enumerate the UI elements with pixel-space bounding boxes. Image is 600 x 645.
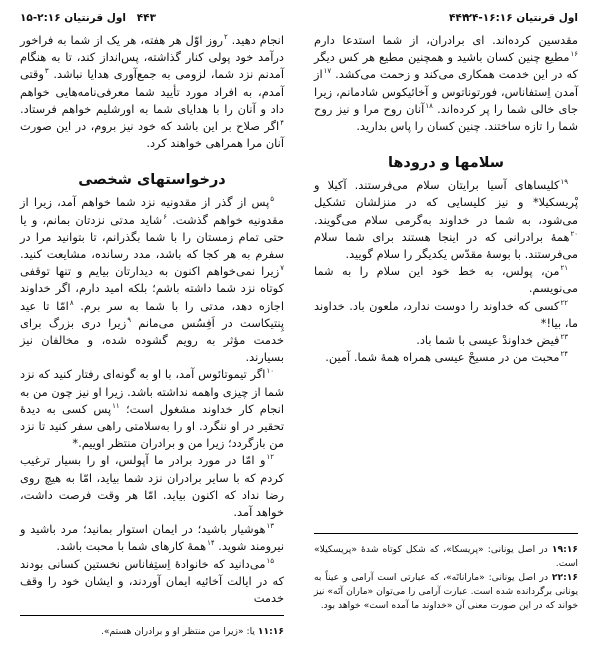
verse-number: ۳	[44, 67, 49, 76]
verse-text: همهٔ کارهای شما با محبت باشد.	[56, 539, 207, 554]
verse-text: شاید مدتی نزدتان بمانم، و یا حتی تمام زمستان را با شما بگذرانم، تا بتوانید مرا در سفرم به هر کجا که باشد، مدد رسانده، مشایعت کنید.	[20, 212, 284, 262]
footnote-reference-wrap	[258, 626, 284, 637]
verse-paragraph	[314, 332, 578, 349]
footnote	[314, 543, 578, 571]
verse-paragraph	[314, 177, 578, 263]
verse-text: زیرا دری بزرگ برای خدمت مؤثر به رویم گشوده شده، و مخالفان نیز بسیارند.	[20, 315, 284, 365]
verse-number: ۶	[163, 212, 167, 221]
verse-text: و امّا در مورد برادر ما آپولس، او را بسیار ترغیب کردم که با سایر برادران نزد شما بیاید، امّا به هیچ روی رضا نداد که اکنون بیاید. امّا هر وقت فرصت داشت، خواهد آمد.	[20, 453, 284, 520]
right-page-body	[314, 32, 578, 366]
verse-number: ۲	[223, 33, 228, 41]
verse-paragraph	[20, 366, 284, 452]
chapter-range: ۲۴-۱۶:۱۶	[465, 12, 513, 24]
verse-text: آنان روح مرا و نیز روح شما را تازه ساختند. چنین کسان را پاس بدارید.	[314, 101, 578, 134]
verse-number: ۱۴	[207, 539, 215, 548]
verse-text: همهٔ برادرانی که در اینجا هستند برای شما سلام می‌فرستند. با بوسهٔ مقدّس یکدیگر را سلام گویید.	[314, 229, 578, 262]
verse-number: ۲۲	[560, 298, 568, 307]
section-heading: درخواستهای شخصی	[78, 172, 226, 189]
verse-paragraph	[314, 263, 578, 297]
verse-text: پس از گذر از مقدونیه نزد شما خواهم آمد، زیرا از مقدونیه خواهم گذشت.	[20, 195, 285, 227]
section-heading: سلامها و درودها	[387, 155, 505, 172]
left-footnotes	[20, 625, 284, 639]
left-running-head	[20, 12, 126, 24]
verse-number: ۸	[69, 298, 74, 307]
verse-text: از آمدن اِستفاناس، فورتوناتوس و آخائیکوس شادمانم، زیرا جای خالی شما را پر کرده‌اند.	[314, 67, 578, 116]
verse-paragraph	[314, 298, 578, 332]
verse-text: فیض خداوندْ عیسی با شما باد.	[416, 333, 560, 348]
left-page-number: ۴۴۳	[136, 12, 156, 24]
verse-number: ۴	[280, 119, 284, 128]
verse-text: محبت من در مسیحْ عیسی همراه همهٔ شما. آمین.	[325, 350, 560, 365]
verse-text: پس کسی به دیدهٔ تحقیر در او ننگرد. او را به‌سلامتی راهی سفر کنید تا نزد من بازگردد؛ زیرا من و برادران منتظر اوییم.*	[20, 401, 284, 451]
verse-number: ۱۹	[560, 178, 568, 187]
verse-number: ۵	[270, 195, 274, 204]
verse-text: من، پولس، به خط خود این سلام را به شما می‌نویسم.	[314, 264, 578, 296]
footnote-text: در اصل یونانی: «ماراناتَه»، که عبارتی است آرامی و عیناً به یونانی برگردانده شده است. عبارت آرامی را می‌توان «ماران آتَه» نیز خواند که در این صورت معنی آن «خداوند ما آمده است» خواهد بود.	[314, 572, 578, 611]
verse-number: ۷	[280, 264, 284, 273]
verse-number: ۱۷	[323, 67, 332, 76]
verse-text: مقدسین کرده‌اند. ای برادران، از شما استدعا دارم	[314, 33, 578, 47]
left-page-header	[20, 12, 284, 28]
right-footnotes	[314, 543, 578, 613]
right-page-number: ۴۴۴	[449, 12, 469, 24]
book-name: اول قرنتیان	[516, 12, 578, 24]
verse-number: ۱۰	[266, 367, 274, 376]
verse-paragraph	[20, 452, 284, 521]
footnote	[20, 625, 284, 639]
verse-paragraph	[314, 349, 578, 366]
verse-number: ۹	[127, 315, 131, 324]
verse-text: اگر تیموتائوس آمد، با او به گونه‌ای رفتار کنید که نزد شما از چیزی واهمه نداشته باشد. زیرا او نیز چون من به انجام کار خداوند مشغول است؛	[20, 367, 284, 416]
left-page-body	[20, 32, 284, 607]
footnote-text: در اصل یونانی: «پریسکا»، که شکل کوتاه شدهٔ «پریسکیلا» است.	[314, 544, 578, 569]
verse-text: امّا تا عید پِنتیکاست در اَفِسُس می‌مانم	[20, 298, 284, 330]
verse-paragraph	[314, 32, 578, 135]
footnote-reference: ۲۲:۱۶	[551, 572, 579, 583]
verse-text: مطیع چنین کسان باشید و همچنین مطیع هر کس دیگر که در این خدمت همکاری می‌کند و زحمت می‌کشد.	[314, 50, 578, 82]
verse-number: ۱۳	[266, 522, 274, 531]
verse-number: ۱۵	[266, 556, 274, 565]
verse-number: ۱۸	[425, 101, 433, 110]
verse-text: کسی که خداوند را دوست ندارد، ملعون باد. خداوند ما، بیا!*	[314, 298, 578, 330]
verse-paragraph	[20, 556, 284, 608]
book-name: اول قرنتیان	[64, 12, 126, 24]
verse-text: روز اوّل هر هفته، هر یک از شما به فراخور درآمد خود پولی کنار گذاشته، پس‌انداز کند، تا به هنگام آمدنم نزد شما، لزومی به جمع‌آوری هدایا نباشد.	[20, 33, 284, 82]
verse-paragraph	[20, 194, 284, 366]
footnote	[314, 571, 578, 613]
verse-text: هوشیار باشید؛ در ایمان استوار بمانید؛ مرد باشید و نیرومند شوید.	[20, 522, 284, 554]
verse-text: انجام دهید.	[227, 33, 284, 47]
verse-number: ۱۲	[266, 453, 274, 462]
right-page-header	[314, 12, 578, 28]
verse-text: اگر صلاح بر این باشد که خود نیز بروم، در این صورت آنان مرا همراهی خواهند کرد.	[20, 119, 284, 151]
footnote-reference: ۱۱:۱۶	[257, 626, 284, 637]
verse-number: ۱۱	[112, 401, 120, 410]
footnote-reference: ۱۹:۱۶	[551, 544, 578, 555]
verse-text: می‌دانید که خانوادهٔ اِستِفاناس نخستین کسانی بودند که در ایالت آخائیه ایمان آوردند، و ایشان خود را وقف خدمت	[20, 556, 284, 606]
verse-text: کلیساهای آسیا برایتان سلام می‌فرستند. آکیلا و پْریسکیلا* و نیز کلیسایی که در منزلشان تشکیل می‌شود، به شما در خداوند به‌گرمی سلام می‌گویند.	[314, 178, 578, 227]
footnote-text: یا: «زیرا من منتظر او و برادران هستم».	[100, 626, 255, 637]
verse-paragraph	[20, 32, 284, 152]
right-running-head	[466, 12, 578, 24]
verse-text: زیرا نمی‌خواهم اکنون به دیدارتان بیایم و تنها توقفی کوتاه نزد شما داشته باشم؛ بلکه امید دارم، اگر خداوند اجازه دهد، مدتی را با شما به سر برم.	[20, 264, 284, 313]
footnote-reference-wrap	[552, 572, 578, 583]
chapter-range: ۱۵-۲:۱۶	[20, 12, 61, 24]
verse-number: ۲۰	[570, 229, 578, 238]
verse-number: ۲۴	[560, 350, 568, 359]
footnote-reference-wrap	[552, 544, 578, 555]
left-footnote-rule	[20, 615, 284, 616]
verse-text: وقتی آمدم، به افراد مورد تأیید شما معرفی‌نامه‌هایی خواهم داد و آنان را با هدایای شما به اورشلیم خواهم فرستاد.	[20, 67, 284, 116]
verse-paragraph	[20, 521, 284, 555]
verse-number: ۱۶	[570, 50, 578, 59]
right-footnote-rule	[314, 533, 578, 534]
verse-number: ۲۳	[560, 333, 568, 342]
verse-number: ۲۱	[560, 264, 568, 273]
